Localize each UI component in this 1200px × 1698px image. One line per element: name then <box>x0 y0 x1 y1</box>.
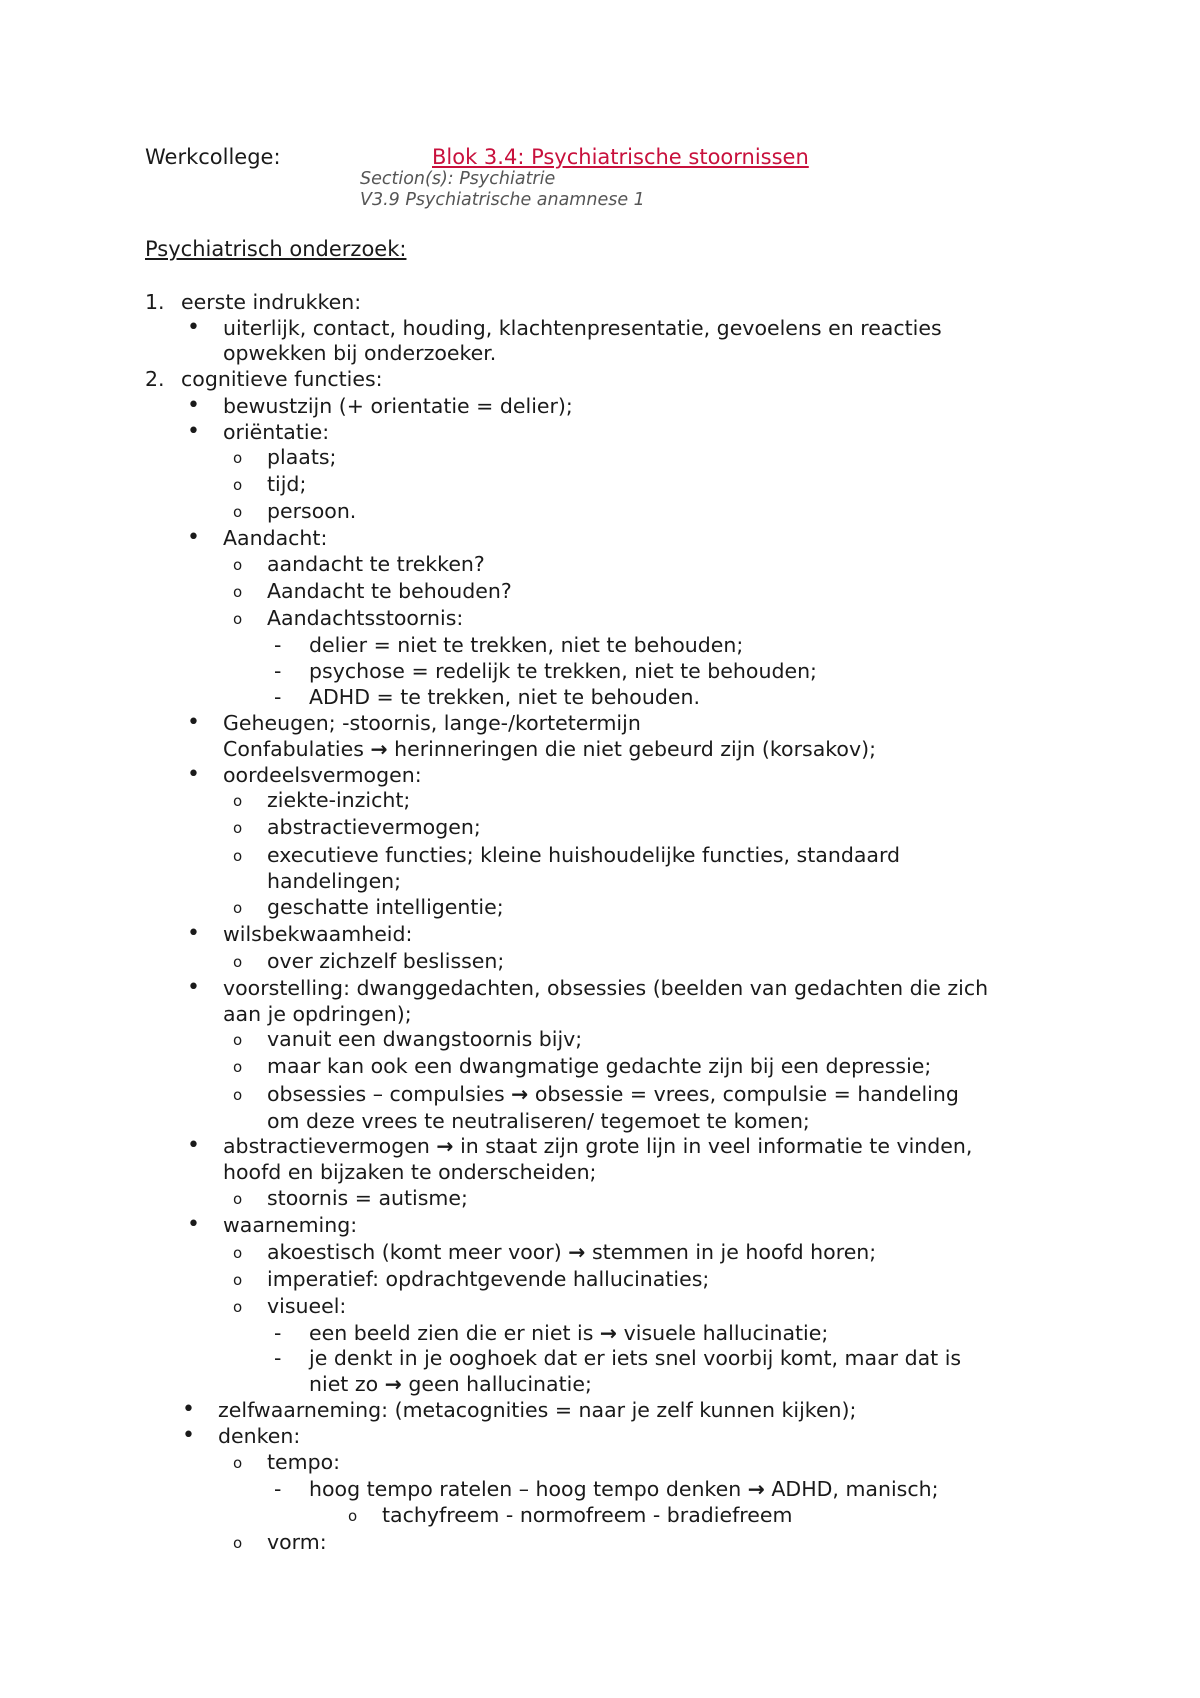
sub-bullet-icon: o <box>233 1031 243 1049</box>
list-item: bewustzijn (+ orientatie = delier); <box>223 394 573 418</box>
sub-bullet-icon: o <box>233 1190 243 1208</box>
bullet-icon: • <box>187 315 200 340</box>
sub-bullet-icon: o <box>233 1058 243 1076</box>
list-item: psychose = redelijk te trekken, niet te behouden; <box>309 659 817 683</box>
bullet-icon: • <box>187 419 200 444</box>
list-item: Aandacht te behouden? <box>267 579 512 603</box>
bullet-icon: • <box>187 975 200 1000</box>
list-item: tachyfreem - normofreem - bradiefreem <box>382 1503 793 1527</box>
bullet-icon: • <box>187 393 200 418</box>
lecture-line: V3.9 Psychiatrische anamnese 1 <box>360 190 645 210</box>
dash-marker: - <box>274 1321 282 1345</box>
arrow-right-icon: → <box>511 1082 529 1106</box>
list-item: cognitieve functies: <box>181 367 383 391</box>
bullet-icon: • <box>187 1212 200 1237</box>
bullet-icon: • <box>182 1397 195 1422</box>
bullet-icon: • <box>182 1423 195 1448</box>
list-item: je denkt in je ooghoek dat er iets snel voorbij komt, maar dat is <box>309 1346 962 1370</box>
list-item: plaats; <box>267 445 337 469</box>
dash-marker: - <box>274 1477 282 1501</box>
list-item: Aandachtsstoornis: <box>267 606 464 630</box>
list-item: visueel: <box>267 1294 347 1318</box>
list-item: obsessies – compulsies → obsessie = vrees, compulsie = handeling <box>267 1082 959 1106</box>
section-line: Section(s): Psychiatrie <box>360 169 556 189</box>
sub-bullet-icon: o <box>233 953 243 971</box>
list-item: wilsbekwaamheid: <box>223 922 413 946</box>
list-item-continued: om deze vrees te neutraliseren/ tegemoet te komen; <box>267 1109 810 1133</box>
bullet-icon: • <box>187 1133 200 1158</box>
sub-bullet-icon: o <box>233 503 243 521</box>
list-item: tijd; <box>267 472 307 496</box>
arrow-right-icon: → <box>599 1321 618 1345</box>
list-item: over zichzelf beslissen; <box>267 949 505 973</box>
list-number: 1. <box>145 290 165 314</box>
list-item: ziekte-inzicht; <box>267 788 411 812</box>
sub-bullet-icon: o <box>233 1298 243 1316</box>
dash-marker: - <box>274 659 282 683</box>
list-item: oriëntatie: <box>223 420 330 444</box>
list-item: oordeelsvermogen: <box>223 763 422 787</box>
sub-bullet-icon: o <box>233 847 243 865</box>
sub-bullet-icon: o <box>233 1534 243 1552</box>
sub-bullet-icon: o <box>233 819 243 837</box>
dash-marker: - <box>274 1346 282 1370</box>
list-item: Aandacht: <box>223 526 328 550</box>
arrow-right-icon: → <box>747 1477 765 1501</box>
section-title: Psychiatrisch onderzoek: <box>145 237 407 261</box>
dash-marker: - <box>274 685 282 709</box>
arrow-right-icon: → <box>384 1372 402 1396</box>
list-item: abstractievermogen → in staat zijn grote lijn in veel informatie te vinden, <box>223 1134 973 1158</box>
course-link[interactable]: Blok 3.4: Psychiatrische stoornissen <box>432 145 809 169</box>
sub-bullet-icon: o <box>233 556 243 574</box>
list-item-continued: opwekken bij onderzoeker. <box>223 341 497 365</box>
list-item: stoornis = autisme; <box>267 1186 468 1210</box>
bullet-icon: • <box>187 710 200 735</box>
list-item: delier = niet te trekken, niet te behouden; <box>309 633 744 657</box>
list-number: 2. <box>145 367 165 391</box>
list-item: voorstelling: dwanggedachten, obsessies (beelden van gedachten die zich <box>223 976 989 1000</box>
sub-bullet-icon: o <box>233 583 243 601</box>
sub-bullet-icon: o <box>233 1086 243 1104</box>
arrow-right-icon: → <box>436 1134 454 1158</box>
sub-bullet-icon: o <box>233 1454 243 1472</box>
list-item: akoestisch (komt meer voor) → stemmen in je hoofd horen; <box>267 1240 877 1264</box>
list-item: hoog tempo ratelen – hoog tempo denken → ADHD, manisch; <box>309 1477 939 1501</box>
bullet-icon: • <box>187 762 200 787</box>
sub-bullet-icon: o <box>233 899 243 917</box>
list-item: maar kan ook een dwangmatige gedachte zijn bij een depressie; <box>267 1054 932 1078</box>
list-item: eerste indrukken: <box>181 290 362 314</box>
sub-bullet-icon: o <box>348 1507 358 1525</box>
list-item-continued: hoofd en bijzaken te onderscheiden; <box>223 1160 597 1184</box>
bullet-icon: • <box>187 525 200 550</box>
list-item: denken: <box>218 1424 301 1448</box>
dash-marker: - <box>274 633 282 657</box>
list-item: imperatief: opdrachtgevende hallucinaties; <box>267 1267 710 1291</box>
list-item-continued: niet zo → geen hallucinatie; <box>309 1372 592 1396</box>
list-item-continued: aan je opdringen); <box>223 1002 412 1026</box>
list-item: aandacht te trekken? <box>267 552 485 576</box>
sub-bullet-icon: o <box>233 1244 243 1262</box>
list-item-continued: handelingen; <box>267 869 402 893</box>
list-item: geschatte intelligentie; <box>267 895 504 919</box>
list-item: abstractievermogen; <box>267 815 481 839</box>
sub-bullet-icon: o <box>233 476 243 494</box>
list-item: vorm: <box>267 1530 327 1554</box>
sub-bullet-icon: o <box>233 610 243 628</box>
list-item: vanuit een dwangstoornis bijv; <box>267 1027 583 1051</box>
list-item: persoon. <box>267 499 357 523</box>
sub-bullet-icon: o <box>233 1271 243 1289</box>
list-item: zelfwaarneming: (metacognities = naar je zelf kunnen kijken); <box>218 1398 857 1422</box>
list-item: waarneming: <box>223 1213 358 1237</box>
list-item: een beeld zien die er niet is → visuele hallucinatie; <box>309 1321 829 1345</box>
arrow-right-icon: → <box>568 1240 586 1264</box>
list-item: uiterlijk, contact, houding, klachtenpresentatie, gevoelens en reacties <box>223 316 942 340</box>
bullet-icon: • <box>187 921 200 946</box>
list-item: ADHD = te trekken, niet te behouden. <box>309 685 700 709</box>
list-item: tempo: <box>267 1450 341 1474</box>
arrow-right-icon: → <box>370 737 388 761</box>
header-label: Werkcollege: <box>145 145 281 169</box>
sub-bullet-icon: o <box>233 792 243 810</box>
list-item-continued: Confabulaties → herinneringen die niet gebeurd zijn (korsakov); <box>223 737 876 761</box>
list-item: Geheugen; -stoornis, lange-/kortetermijn <box>223 711 641 735</box>
sub-bullet-icon: o <box>233 449 243 467</box>
list-item: executieve functies; kleine huishoudelijke functies, standaard <box>267 843 901 867</box>
